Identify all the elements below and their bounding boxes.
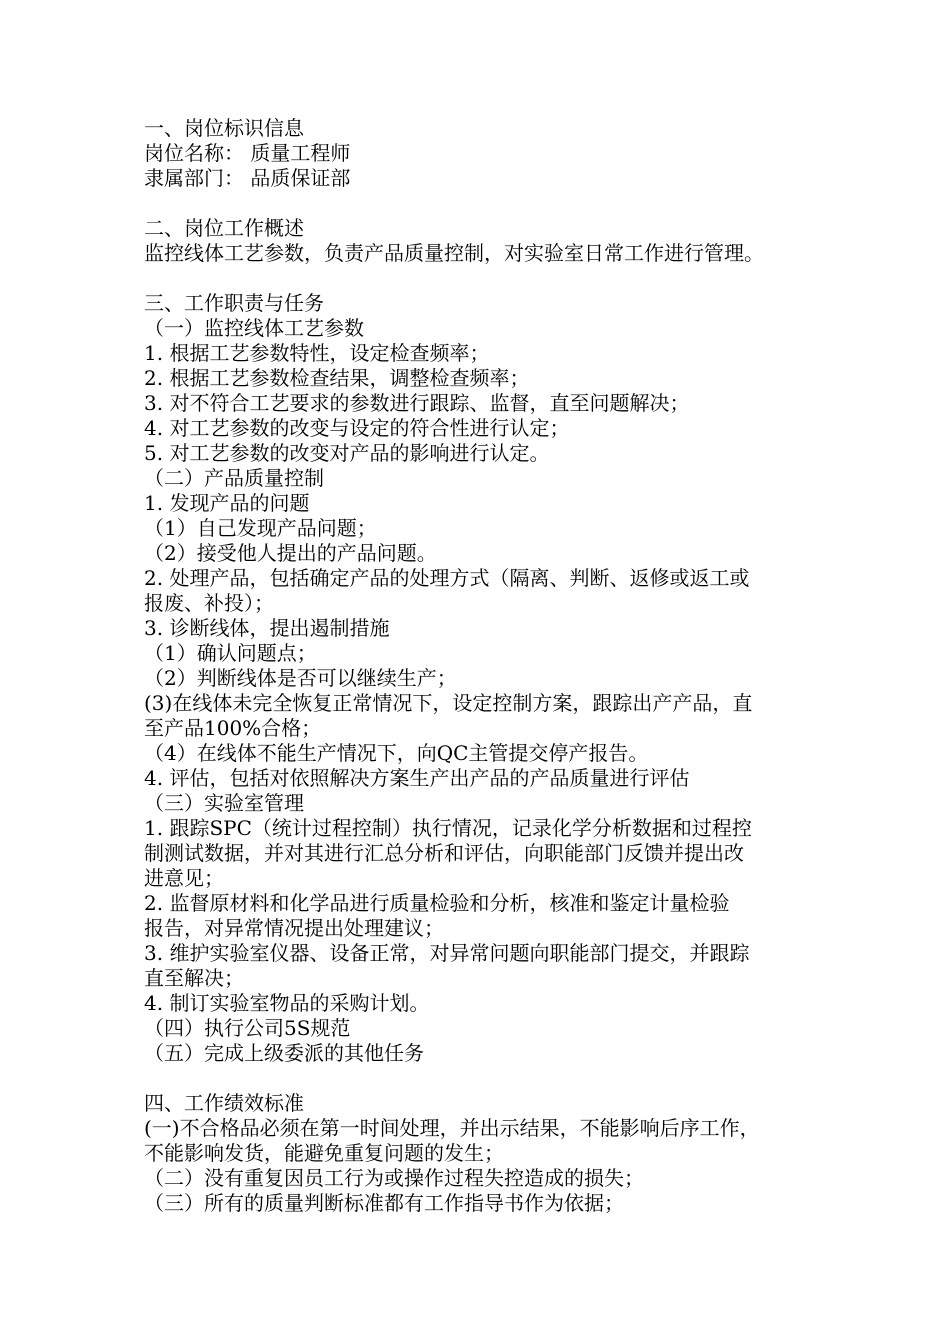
document-line: （1）自己发现产品问题； bbox=[144, 516, 377, 540]
document-line: （1）确认问题点； bbox=[144, 641, 317, 665]
document-line: 监控线体工艺参数，负责产品质量控制，对实验室日常工作进行管理。 bbox=[144, 241, 764, 265]
document-line: 一、岗位标识信息 bbox=[144, 116, 304, 140]
document-line: （4）在线体不能生产情况下，向QC主管提交停产报告。 bbox=[144, 741, 649, 765]
document-body bbox=[144, 116, 834, 1216]
blank-line bbox=[144, 266, 834, 291]
document-line: (3)在线体未完全恢复正常情况下，设定控制方案，跟踪出产产品，直 bbox=[144, 691, 753, 715]
document-line: (一)不合格品必须在第一时间处理，并出示结果，不能影响后序工作， bbox=[144, 1116, 760, 1140]
document-line: （三）实验室管理 bbox=[144, 791, 304, 815]
document-line: 2. 根据工艺参数检查结果，调整检查频率； bbox=[144, 366, 530, 390]
blank-line bbox=[144, 1066, 834, 1091]
document-line: 二、岗位工作概述 bbox=[144, 216, 304, 240]
document-line: 3. 诊断线体，提出遏制措施 bbox=[144, 616, 390, 640]
document-line: 4. 评估，包括对依照解决方案生产出产品的产品质量进行评估 bbox=[144, 766, 690, 790]
document-line: （二）产品质量控制 bbox=[144, 466, 324, 490]
document-line: 隶属部门： 品质保证部 bbox=[144, 166, 351, 190]
document-line: 5. 对工艺参数的改变对产品的影响进行认定。 bbox=[144, 441, 550, 465]
document-line: 2. 监督原材料和化学品进行质量检验和分析，核准和鉴定计量检验 bbox=[144, 891, 730, 915]
document-line: （一）监控线体工艺参数 bbox=[144, 316, 364, 340]
document-line: 至产品100%合格； bbox=[144, 716, 322, 740]
document-line: 四、工作绩效标准 bbox=[144, 1091, 304, 1115]
document-line: （三）所有的质量判断标准都有工作指导书作为依据； bbox=[144, 1191, 624, 1215]
document-line: 1. 根据工艺参数特性，设定检查频率； bbox=[144, 341, 490, 365]
document-line: 直至解决； bbox=[144, 966, 244, 990]
document-line: 4. 对工艺参数的改变与设定的符合性进行认定； bbox=[144, 416, 570, 440]
document-line: 4. 制订实验室物品的采购计划。 bbox=[144, 991, 430, 1015]
document-line: 1. 跟踪SPC（统计过程控制）执行情况，记录化学分析数据和过程控 bbox=[144, 816, 752, 840]
document-line: 3. 维护实验室仪器、设备正常，对异常问题向职能部门提交，并跟踪 bbox=[144, 941, 750, 965]
document-line: 进意见； bbox=[144, 866, 224, 890]
document-line: （二）没有重复因员工行为或操作过程失控造成的损失； bbox=[144, 1166, 644, 1190]
document-line: 3. 对不符合工艺要求的参数进行跟踪、监督，直至问题解决； bbox=[144, 391, 690, 415]
blank-line bbox=[144, 191, 834, 216]
document-line: 不能影响发货，能避免重复问题的发生； bbox=[144, 1141, 504, 1165]
document-line: 岗位名称： 质量工程师 bbox=[144, 141, 351, 165]
document-line: 制测试数据，并对其进行汇总分析和评估，向职能部门反馈并提出改 bbox=[144, 841, 744, 865]
document-line: 报废、补投）； bbox=[144, 591, 274, 615]
document-line: 报告，对异常情况提出处理建议； bbox=[144, 916, 444, 940]
document-line: 三、工作职责与任务 bbox=[144, 291, 324, 315]
document-line: （五）完成上级委派的其他任务 bbox=[144, 1041, 424, 1065]
document-line: （2）接受他人提出的产品问题。 bbox=[144, 541, 437, 565]
document-line: （四）执行公司5S规范 bbox=[144, 1016, 351, 1040]
document-line: 1. 发现产品的问题 bbox=[144, 491, 310, 515]
document-line: （2）判断线体是否可以继续生产； bbox=[144, 666, 457, 690]
document-line: 2. 处理产品，包括确定产品的处理方式（隔离、判断、返修或返工或 bbox=[144, 566, 750, 590]
